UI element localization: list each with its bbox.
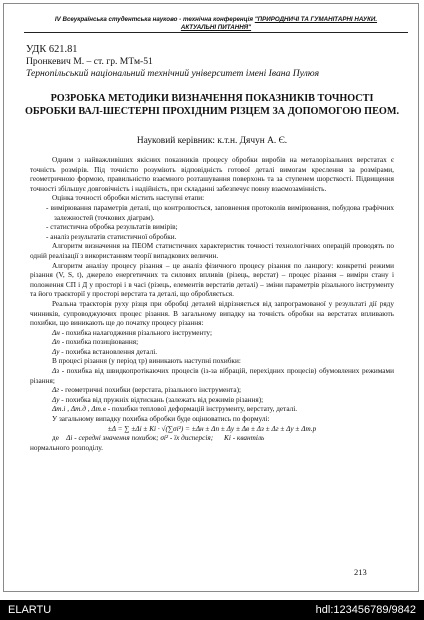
- footer-bar: [0, 600, 424, 620]
- error-text: - похибка від швидкопротікаючих процесів (із-за вібрацій, перехідних процесів) обумовлених режимами різання;: [30, 367, 394, 385]
- error-text: - похибка від пружніх відтискань (залежать від режимів різання);: [59, 395, 264, 404]
- university-line: Тернопільський національний технічний університет імені Івана Пулюя: [26, 68, 320, 79]
- error-symbol: Δн: [52, 328, 60, 337]
- where-word: де: [52, 434, 59, 443]
- error-item: [30, 348, 394, 358]
- paragraph-trajectory: Реальна траєкторія руху різця при обробці деталей відрізняється від запрограмованої у результаті дії ряду чинників, супроводжуючих процес різання. В загальному випадку на точність обробки на верстатах впливають похибки, що виникають ще до початку процесу різання:: [30, 299, 394, 328]
- header-line2: АКТУАЛЬНІ ПИТАННЯ": [180, 23, 252, 31]
- error-symbol: Δз: [52, 367, 60, 376]
- error-symbol: Δт.і , Δт.д , Δт.в: [52, 405, 106, 414]
- error-text: - геометричні похибки (верстата, різального інструмента);: [59, 386, 242, 395]
- page-number: 213: [354, 567, 367, 577]
- error-item: [30, 338, 394, 348]
- error-symbol: Δy: [52, 347, 60, 356]
- list-item: - статистична обробка результатів вимірів;: [46, 223, 178, 232]
- list-item: - вимірювання параметрів деталі, що контролюється, заповнення протоколів вимірювання, побудова графічних залежностей (точкових діаграм).: [46, 203, 394, 222]
- definition-quantile: Ki - квантіль: [224, 434, 265, 443]
- article-title: РОЗРОБКА МЕТОДИКИ ВИЗНАЧЕННЯ ПОКАЗНИКІВ ТОЧНОСТІ ОБРОБКИ ВАЛ-ШЕСТЕРНІ ПРОХІДНИМ РІЗЦЕМ ЗА ДОПОМОГОЮ ПЕОМ.: [24, 93, 399, 117]
- header-line1-b: "ПРИРОДНИЧІ ТА ГУМАНІТАРНІ НАУКИ.: [254, 16, 378, 23]
- paragraph-algorithm: Алгоритм визначення на ПЕОМ статистичних характеристик точності технологічних операцій проводять по одній реалізації з використанням теорії випадкових величин.: [30, 242, 394, 260]
- error-item: [30, 367, 394, 386]
- paragraph-formula-intro: У загальному випадку похибка обробки буде оцінюватись по формулі:: [52, 415, 270, 424]
- error-item: [30, 405, 394, 415]
- article-body: [30, 156, 394, 453]
- error-symbol: Δу: [52, 395, 60, 404]
- error-item: [30, 329, 394, 339]
- formula-definitions: [30, 434, 394, 444]
- error-item: [30, 396, 394, 406]
- author-line: Пронкевич М. – ст. гр. МТм-51: [26, 56, 153, 67]
- paragraph-stages: Оцінка точності обробки містить наступні етапи:: [52, 194, 205, 203]
- paragraph-normal-distribution: нормального розподілу.: [30, 443, 103, 452]
- udk-code: УДК 621.81: [26, 44, 78, 55]
- scientific-adviser: Науковий керівник: к.т.н. Дячун А. Є.: [136, 136, 288, 146]
- error-text: - похибка позиціювання;: [59, 338, 139, 347]
- error-text: - похибка налагодження різального інструменту;: [59, 328, 212, 337]
- handle-id: hdl:123456789/9842: [315, 604, 416, 616]
- paragraph-cutting-errors: В процесі різання (у період τр) виникають наступні похибки:: [52, 357, 241, 366]
- paragraph-intro: Одним з найважливіших якісних показників процесу обробки виробів на металорізальних верстатах є точність розмірів. Під точністю розуміють відповідність готової деталі вимогам креслення за розмірами, геометричною формою, правильністю взаємного розташування поверхонь та за ступенем шорсткості. Підвищення точності збільшує довговічність і надійність, при складанні забезпечує повну взаємозамінність.: [30, 156, 394, 193]
- header-line1-a: IV Всеукраїнська студентська науково - технічна конференція: [54, 16, 255, 23]
- repository-name: ELARTU: [8, 604, 52, 616]
- error-text: - похибка встановлення деталі.: [59, 347, 158, 356]
- list-item: - аналіз результатів статистичної обробки.: [46, 232, 177, 241]
- error-symbol: Δп: [52, 338, 60, 347]
- error-text: - похибки теплової деформацій інструменту, верстату, деталі.: [105, 405, 298, 414]
- paragraph-analysis: Алгоритм аналізу процесу різання – це аналіз фізичного процесу різання по ланцюгу: конкретні режими різання (V, S, t), джерело енергетичних та силових впливів (різець, верстат) – процес різання – вимірн стану і положення СП і Д у просторі і в часі (різець, елементів верстатів деталі) – зміни параметрів різального інструменту та його траєкторії у просторі верстата та деталі, що обробляється.: [30, 261, 394, 299]
- error-formula: ±Δ = ∑ ±Δi ± Ki · √(∑σi²) = ±Δн ± Δп ± Δу ± Δв ± Δз ± Δг ± Δу ± Δт.р: [107, 424, 317, 433]
- conference-header: [24, 16, 408, 33]
- definition-mean: Δi - середні значення похибок; σi² - їх дисперсія;: [66, 434, 214, 443]
- error-symbol: Δг: [52, 386, 60, 395]
- error-item: [30, 386, 394, 396]
